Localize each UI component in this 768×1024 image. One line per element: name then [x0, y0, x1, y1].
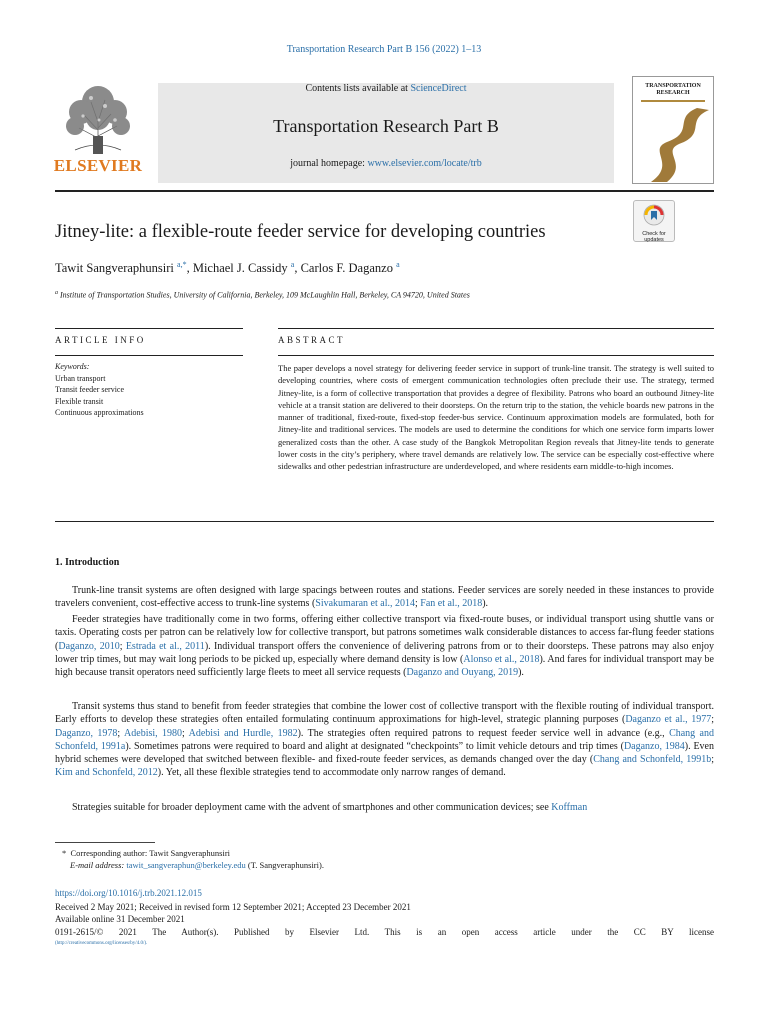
article-info-top-rule: [55, 328, 243, 329]
author-list: Tawit Sangveraphunsiri $^{a,*}$, Michael J. Cassidy $^a$, Carlos F. Daganzo $^a$: [55, 260, 400, 276]
paragraph-text: Trunk-line transit systems are often designed with large spacings between routes and stations. Feeder services are sorely needed in these instances to provide travelers convenient, cost-effective access to trunk-line systems (: [55, 585, 714, 610]
intro-paragraph-4: [55, 801, 714, 814]
article-info-rule: [55, 355, 243, 356]
citation-link[interactable]: Fan et al., 2018: [420, 598, 483, 610]
abstract-text: The paper develops a novel strategy for delivering feeder service in support of trunk-line transit. The strategy is well suited to developing countries, where costs of emergent communication technologies often preclude their use. The strategy, termed Jitney-lite, is a form of collective transportation that provides a degree of flexibility. Patrons who board an outbound Jitney-lite vehicle at a transit station are delivered to their doorsteps. On the return trip to the station, the vehicle boards new patrons in the manner of traditional, fixed-route, fixed-stop feeder-bus service. Continuum approximation models are formulated, both for Jitney-lite and traditional services. The models are used to determine the conditions for which one service form imparts lower generalized costs than the other. A case study of the Bangkok Metropolitan Region reveals that Jitney-lite tends to generate lower costs in the city’s periphery, where travel demands are relatively low. The service can be especially cost-effective where sidewalks and other pedestrian infrastructure are underdeveloped, and where residents earn middle-to-high incomes.: [278, 363, 714, 472]
header-divider: [55, 190, 714, 192]
citation-link[interactable]: Koffman: [551, 802, 588, 813]
paragraph-text: Feeder strategies have traditionally come in two forms, offering either collective transport via fixed-route buses, or individual transport using shuttle vans or taxis. Operating costs per patron can be relatively low for collective transport, but patrons sometimes walk considerable distances to access far-flung feeder stations (: [55, 614, 714, 652]
author-name[interactable]: Michael J. Cassidy: [192, 261, 288, 276]
keyword: Transit feeder service: [55, 385, 125, 394]
paragraph-text: ). Sometimes patrons were required to board and alight at designated “checkpoints” to limit vehicle detours and trip times (: [125, 740, 624, 752]
corresponding-author-note: [62, 847, 230, 859]
citation-link[interactable]: Daganzo et al., 1977: [625, 714, 712, 726]
cover-title: TRANSPORTATION RESEARCH: [645, 83, 701, 96]
paragraph-text: ;: [711, 754, 715, 766]
asterisk-mark: *: [62, 848, 67, 858]
paper-title: Jitney-lite: a flexible-route feeder service for developing countries: [55, 222, 546, 242]
contents-line: [158, 82, 614, 95]
citation-link[interactable]: Daganzo, 2010: [58, 640, 120, 652]
abstract-heading: ABSTRACT: [278, 335, 346, 345]
footnote-rule: [55, 842, 155, 843]
citation-link[interactable]: Daganzo, 1984: [623, 740, 685, 752]
paragraph-text: ;: [711, 714, 714, 726]
intro-paragraph-2: [55, 613, 714, 679]
paragraph-text: ).: [482, 598, 489, 610]
article-info-heading: ARTICLE INFO: [55, 335, 146, 345]
available-online-date: Available online 31 December 2021: [55, 914, 185, 924]
paragraph-text: ). Individual transport offers the convenience of delivering patrons from or to their doorsteps. These patrons may also enjoy lower trip times, but may wait long periods to be picked up, especially where demand density is low (: [55, 640, 714, 665]
keywords-label: Keywords:: [55, 362, 90, 371]
keyword: Flexible transit: [55, 396, 104, 406]
citation-link[interactable]: Estrada et al., 2011: [125, 640, 205, 652]
author-name[interactable]: Carlos F. Daganzo: [300, 261, 393, 276]
check-for-updates-button[interactable]: [633, 200, 675, 242]
contents-prefix: Contents lists available at: [305, 83, 411, 94]
citation-link[interactable]: Alonso et al., 2018: [463, 653, 540, 665]
paragraph-text: ;: [119, 640, 126, 652]
paragraph-text: ). The strategies often required patrons to request feeder service well in advance (e.g.,: [297, 727, 670, 739]
doi-link[interactable]: https://doi.org/10.1016/j.trb.2021.12.015: [55, 888, 202, 898]
paragraph-text: Strategies suitable for broader deployment came with the advent of smartphones and other communication devices; see: [72, 802, 552, 813]
intro-paragraph-1: [55, 584, 714, 611]
sciencedirect-link[interactable]: ScienceDirect: [410, 83, 467, 94]
citation-link[interactable]: Sivakumaran et al., 2014: [315, 598, 415, 610]
author-affiliation-mark[interactable]: a: [396, 260, 400, 269]
author-email-link[interactable]: tawit_sangveraphun@berkeley.edu: [126, 860, 246, 870]
paragraph-text: Transit systems thus stand to benefit from feeder strategies that combine the lower cost of collective transport with the flexible routing of individual transport. Early efforts to develop these strategies often entailed formulating continuum approximations for high-level, strategic planning purposes (: [55, 701, 714, 726]
paragraph-text: ). Even hybrid schemes were developed that switched between flexible- and fixed-route feeder services, as demands changed over the day (: [55, 740, 714, 766]
paragraph-text: ). Yet, all these flexible strategies tend to accommodate only narrow ranges of demand.: [157, 767, 506, 779]
affiliation: [55, 290, 470, 300]
affiliation-mark: a: [55, 290, 58, 296]
journal-title: Transportation Research Part B: [273, 116, 499, 136]
corresponding-author-text: Corresponding author: Tawit Sangveraphunsiri: [70, 848, 231, 858]
check-updates-label: Check for updates: [642, 231, 666, 243]
citation-link[interactable]: Kim and Schonfeld, 2012: [55, 767, 158, 779]
journal-citation[interactable]: Transportation Research Part B 156 (2022) 1–13: [286, 44, 482, 55]
license-statement: 0191-2615/© 2021 The Author(s). Published by Elsevier Ltd. This is an open access article under the CC BY license: [55, 927, 714, 937]
elsevier-logo-text: ELSEVIER: [53, 156, 143, 175]
journal-homepage-link[interactable]: www.elsevier.com/locate/trb: [367, 158, 482, 169]
citation-link[interactable]: Chang and Schonfeld, 1991b: [593, 754, 712, 766]
author-name[interactable]: Tawit Sangveraphunsiri: [55, 261, 174, 276]
section-heading-introduction: 1. Introduction: [55, 557, 120, 568]
abstract-bottom-rule: [55, 521, 714, 522]
paragraph-text: ).: [518, 667, 524, 679]
email-note: [70, 859, 324, 871]
paragraph-text: ). And fares for individual transport may be high because transit operators need sufficiently large fleets to meet all service requests (: [55, 653, 714, 679]
keyword: Continuous approximations: [55, 408, 144, 417]
citation-link[interactable]: Adebisi, 1980: [124, 727, 183, 739]
citation-link[interactable]: Daganzo, 1978: [55, 727, 118, 739]
author-affiliation-mark[interactable]: a: [290, 260, 295, 269]
citation-link[interactable]: Chang and Schonfeld, 1991a: [55, 727, 715, 752]
intro-paragraph-3: [55, 700, 714, 780]
paragraph-text: ;: [414, 598, 421, 610]
citation-link[interactable]: Daganzo and Ouyang, 2019: [406, 667, 519, 679]
received-dates: Received 2 May 2021; Received in revised form 12 September 2021; Accepted 23 December 2021: [55, 902, 411, 912]
paragraph-text: ;: [117, 727, 125, 739]
cover-road-illustration: [633, 102, 713, 184]
affiliation-text: Institute of Transportation Studies, University of California, Berkeley, 109 McLaughlin Hall, Berkeley, CA 94720, United States: [60, 290, 470, 300]
author-affiliation-mark[interactable]: a,*: [177, 260, 187, 269]
check-updates-icon: [643, 204, 665, 226]
keyword: Urban transport: [55, 373, 106, 383]
keywords-block: [55, 361, 144, 419]
email-suffix: (T. Sangveraphunsiri).: [247, 860, 324, 870]
abstract-top-rule: [278, 328, 714, 329]
homepage-prefix: journal homepage:: [290, 158, 368, 169]
journal-homepage-line: [158, 158, 614, 169]
citation-link[interactable]: Adebisi and Hurdle, 1982: [188, 727, 298, 739]
journal-cover-thumbnail[interactable]: [632, 76, 714, 184]
email-label: E-mail address:: [70, 860, 125, 870]
paragraph-text: ;: [182, 727, 189, 739]
abstract-rule: [278, 355, 714, 356]
license-url-link[interactable]: (http://creativecommons.org/licenses/by/4.0/).: [55, 941, 148, 946]
